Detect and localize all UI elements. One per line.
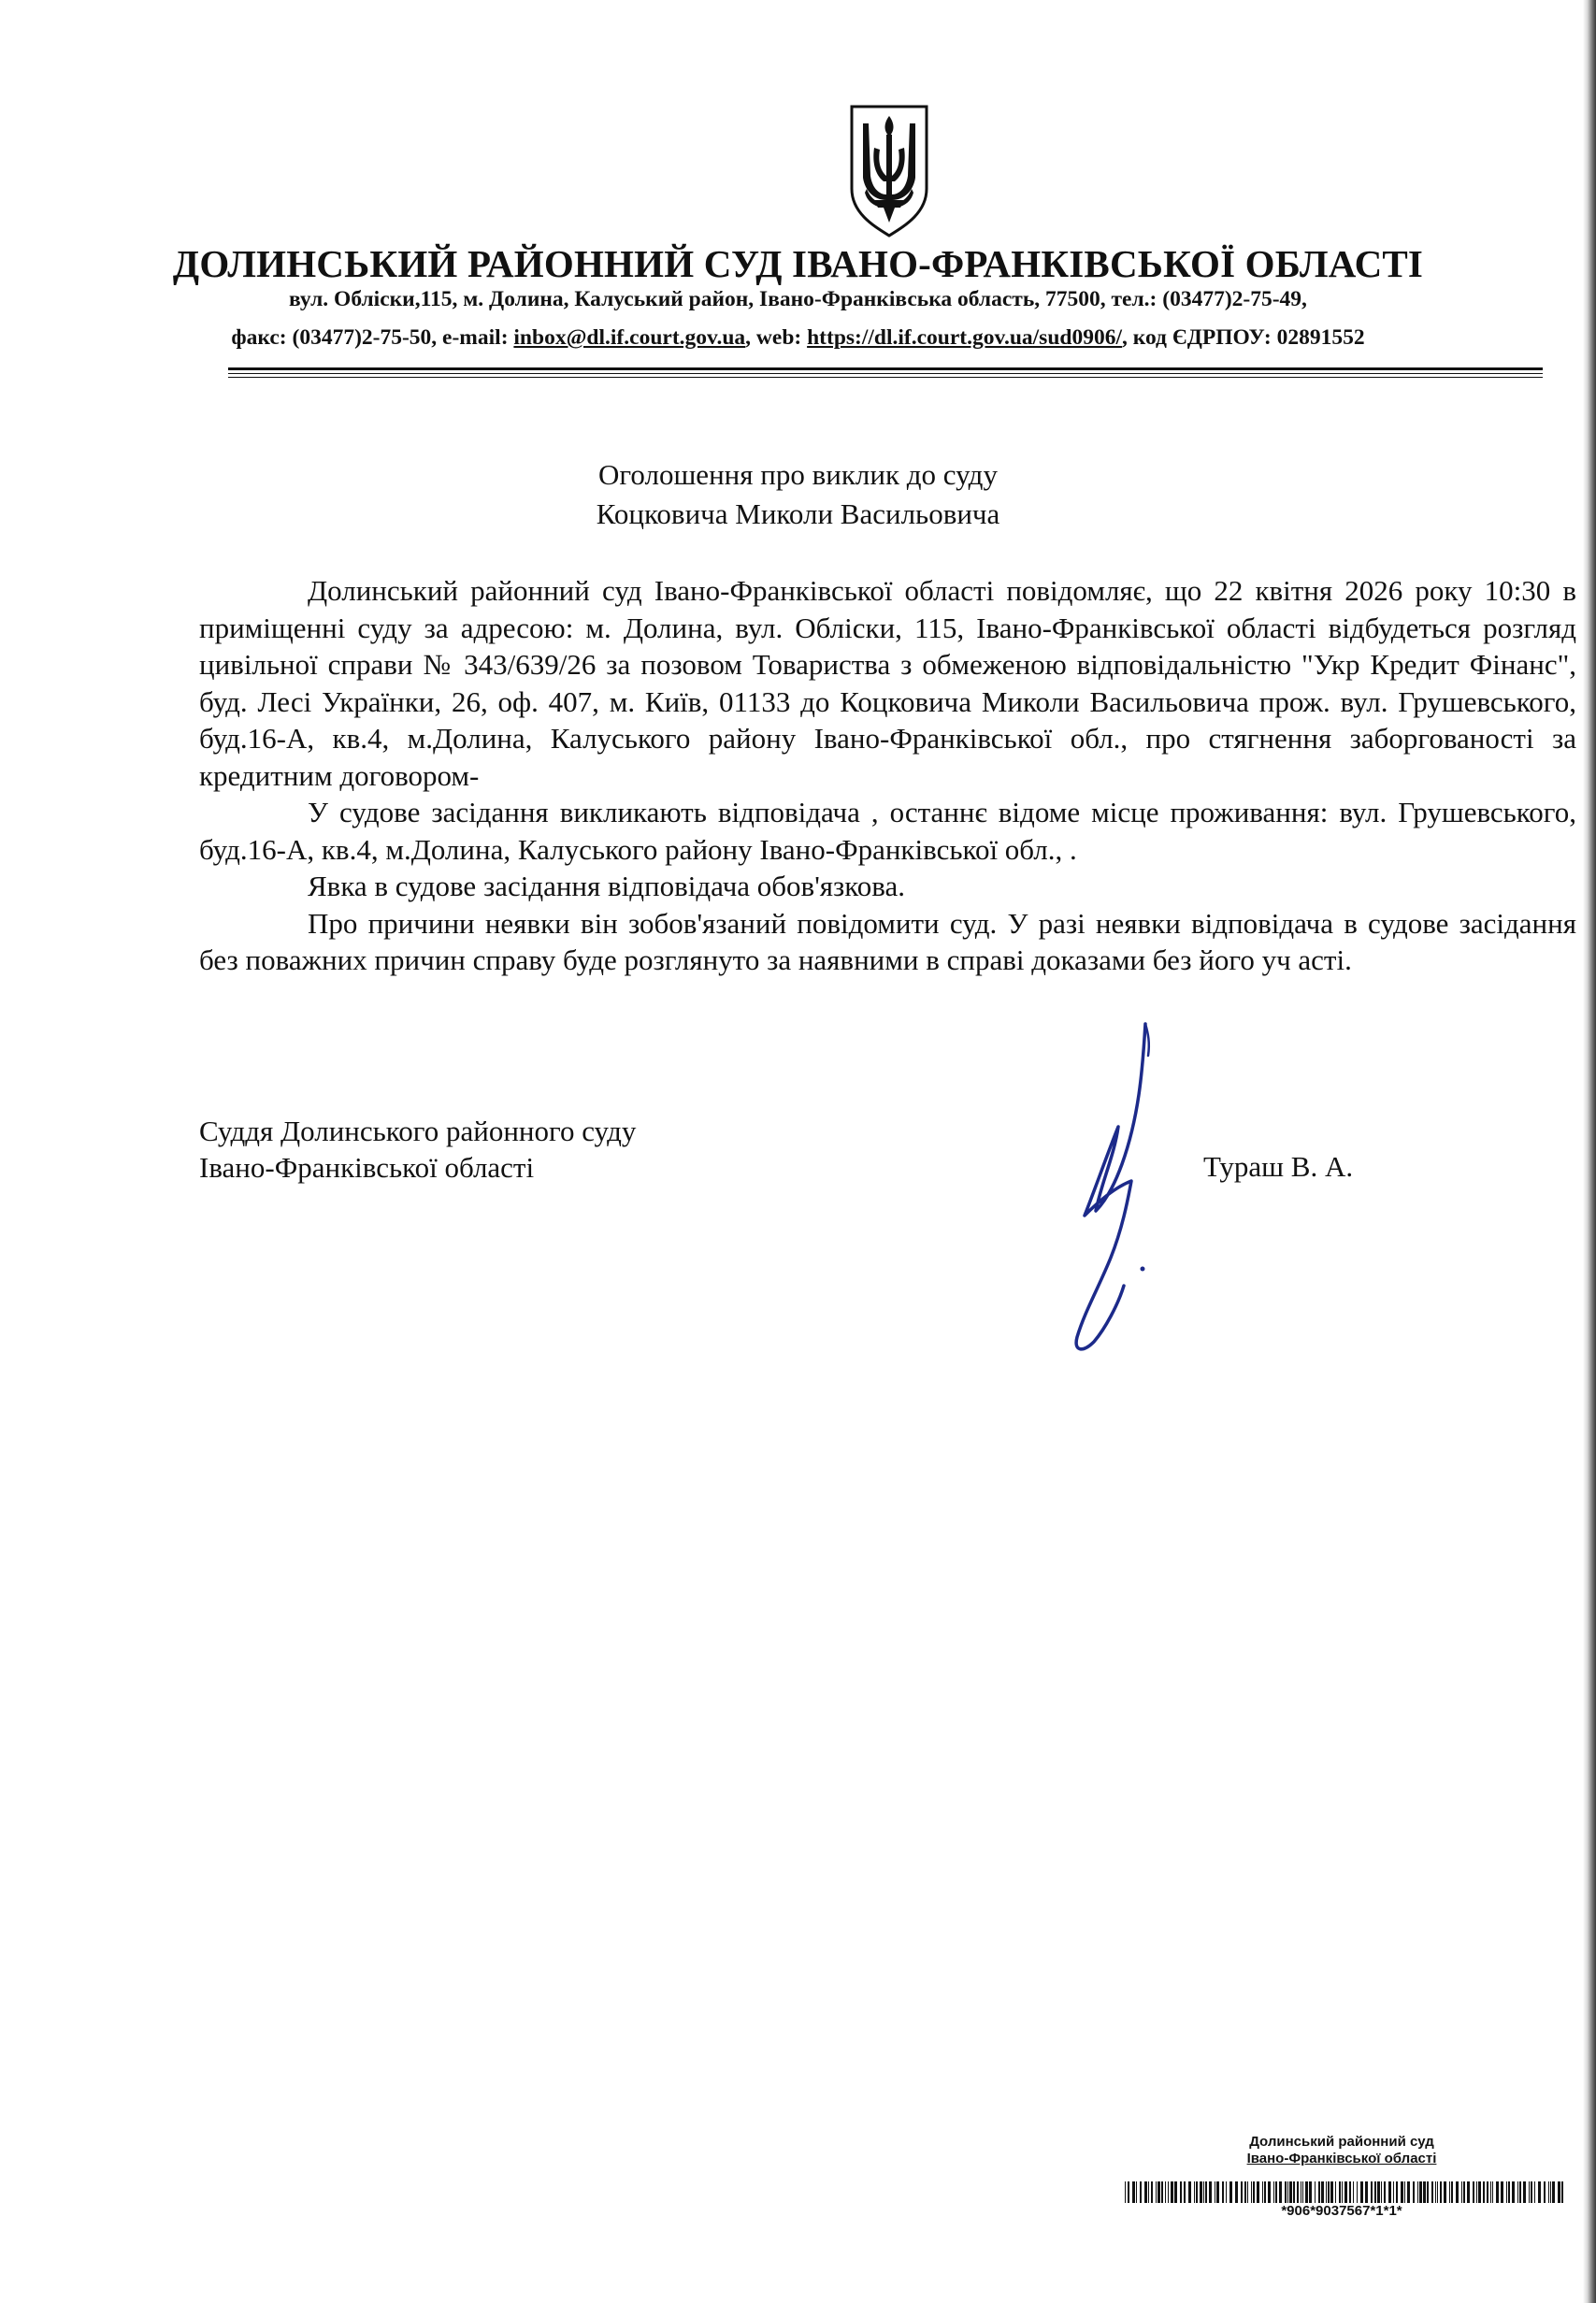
barcode-bar	[1148, 2181, 1149, 2203]
barcode-bar	[1161, 2181, 1163, 2203]
barcode-bar	[1550, 2181, 1551, 2203]
barcode-bar	[1523, 2181, 1526, 2203]
barcode-bar	[1184, 2181, 1186, 2203]
barcode-bar	[1467, 2181, 1470, 2203]
web-label: , web:	[745, 325, 808, 350]
barcode-bar	[1302, 2181, 1303, 2203]
barcode-bar	[1435, 2181, 1436, 2203]
barcode-bar	[1140, 2181, 1142, 2203]
barcode-bar	[1293, 2181, 1295, 2203]
document-subject: Коцковича Миколи Васильовича	[596, 497, 1000, 530]
barcode-bar	[1427, 2181, 1429, 2203]
barcode-bar	[1297, 2181, 1299, 2203]
barcode-bar	[1519, 2181, 1521, 2203]
stamp-line1: Долинський районний суд	[1249, 2134, 1434, 2150]
barcode-bar	[1205, 2181, 1207, 2203]
web-link[interactable]: https://dl.if.court.gov.ua/sud0906/	[807, 325, 1122, 350]
barcode-bar	[1309, 2181, 1312, 2203]
barcode-bar	[1241, 2181, 1243, 2203]
barcode-bar	[1377, 2181, 1380, 2203]
barcode-bar	[1168, 2181, 1169, 2203]
barcode-bar	[1492, 2181, 1493, 2203]
barcode-bar	[1244, 2181, 1246, 2203]
barcode-bar	[1273, 2181, 1274, 2203]
barcode-bar	[1451, 2181, 1453, 2203]
edrpou-text: , код ЄДРПОУ: 02891552	[1122, 325, 1365, 350]
barcode-bar	[1381, 2181, 1382, 2203]
barcode-bar	[1222, 2181, 1224, 2203]
barcode-bar	[1483, 2181, 1485, 2203]
barcode-bar	[1136, 2181, 1137, 2203]
barcode-bar	[1506, 2181, 1507, 2203]
barcode-bar	[1279, 2181, 1282, 2203]
barcode-bar	[1128, 2181, 1129, 2203]
barcode-bar	[1132, 2181, 1135, 2203]
barcode-bar	[1253, 2181, 1255, 2203]
barcode-bar	[1476, 2181, 1477, 2203]
barcode-bar	[1226, 2181, 1227, 2203]
barcode-bar	[1285, 2181, 1287, 2203]
barcode-bar	[1463, 2181, 1465, 2203]
barcode-bar	[1235, 2181, 1238, 2203]
barcode-bar	[1257, 2181, 1259, 2203]
judge-position	[199, 1113, 636, 1186]
barcode-bar	[1268, 2181, 1271, 2203]
judge-position-line1: Суддя Долинського районного суду	[199, 1115, 637, 1147]
barcode-bar	[1209, 2181, 1212, 2203]
barcode-bar	[1275, 2181, 1277, 2203]
barcode-bar	[1330, 2181, 1333, 2203]
barcode-bar	[1413, 2181, 1415, 2203]
email-link[interactable]: inbox@dl.if.court.gov.ua	[513, 325, 746, 350]
barcode-bar	[1353, 2181, 1354, 2203]
barcode-bar	[1335, 2181, 1336, 2203]
barcode-bar	[1388, 2181, 1391, 2203]
barcode-bar	[1490, 2181, 1491, 2203]
barcode-icon	[1125, 2181, 1564, 2203]
barcode-bar	[1444, 2181, 1446, 2203]
paragraph-hearing: Долинський районний суд Івано-Франківської області повідомляє, що 22 квітня 2026 року 10:30 в приміщенні суду за адресою: м. Долина, вул. Обліски, 115, Івано-Франківської області відбудеться розгляд цивільної справи № 343/639/26 за позовом Товариства з обмеженою відповідальністю "Укр Кредит Фінанс", буд. Лесі Українки, 26, оф. 407, м. Київ, 01133 до Коцковича Миколи Васильовича прож. вул. Грушевського, буд.16-А, кв.4, м.Долина, Калуського району Івано-Франківської обл., про стягнення заборгованості за кредитним договором-	[199, 574, 1576, 792]
barcode-bar	[1349, 2181, 1351, 2203]
barcode-bar	[1531, 2181, 1532, 2203]
barcode-bar	[1165, 2181, 1166, 2203]
barcode-bar	[1203, 2181, 1204, 2203]
barcode-bar	[1326, 2181, 1327, 2203]
court-contacts	[0, 325, 1596, 351]
paragraph-summons: У судове засідання викликають відповідача , останнє відоме місце проживання: вул. Грушевського, буд.16-А, кв.4, м.Долина, Калуського району Івано-Франківської обл., .	[199, 796, 1576, 866]
barcode-bar	[1407, 2181, 1410, 2203]
barcode-bar	[1396, 2181, 1398, 2203]
barcode-bar	[1431, 2181, 1433, 2203]
paragraph-consequences: Про причини неявки він зобов'язаний повідомити суд. У разі неявки відповідача в судове засідання без поважних причин справу буде розглянуто за наявними в справі доказами без його уч асті.	[199, 906, 1576, 976]
barcode-bar	[1251, 2181, 1252, 2203]
barcode-bar	[1328, 2181, 1330, 2203]
barcode-bar	[1456, 2181, 1459, 2203]
barcode-bar	[1544, 2181, 1546, 2203]
barcode-bar	[1188, 2181, 1191, 2203]
header-divider-thin-2	[228, 377, 1543, 378]
barcode-bar	[1357, 2181, 1358, 2203]
barcode-bar	[1196, 2181, 1198, 2203]
document-body	[199, 572, 1576, 979]
barcode-bar	[1339, 2181, 1341, 2203]
barcode-bar	[1440, 2181, 1442, 2203]
barcode-bar	[1552, 2181, 1555, 2203]
barcode-bar	[1496, 2181, 1499, 2203]
barcode-bar	[1534, 2181, 1535, 2203]
barcode-bar	[1401, 2181, 1403, 2203]
barcode-bar	[1449, 2181, 1450, 2203]
barcode-bar	[1194, 2181, 1195, 2203]
barcode-bar	[1404, 2181, 1405, 2203]
judge-name: Тураш В. А.	[1203, 1150, 1354, 1183]
barcode-bar	[1548, 2181, 1549, 2203]
barcode-bar	[1125, 2181, 1126, 2203]
barcode-bar	[1461, 2181, 1462, 2203]
barcode-bar	[1393, 2181, 1394, 2203]
barcode-bar	[1371, 2181, 1373, 2203]
header-divider-thick	[228, 367, 1543, 370]
court-name: ДОЛИНСЬКИЙ РАЙОННИЙ СУД ІВАНО-ФРАНКІВСЬКОЇ ОБЛАСТІ	[172, 242, 1424, 285]
barcode-bar	[1287, 2181, 1288, 2203]
barcode-bar	[1174, 2181, 1177, 2203]
stamp-line2: Івано-Франківської області	[1246, 2151, 1437, 2166]
handwritten-signature-icon	[1057, 1015, 1225, 1370]
barcode-bar	[1157, 2181, 1160, 2203]
barcode-bar	[1517, 2181, 1518, 2203]
barcode-bar	[1529, 2181, 1530, 2203]
barcode-bar	[1538, 2181, 1541, 2203]
barcode-bar	[1180, 2181, 1182, 2203]
barcode-bar	[1171, 2181, 1173, 2203]
barcode-bar	[1144, 2181, 1147, 2203]
barcode-bar	[1229, 2181, 1232, 2203]
barcode-bar	[1384, 2181, 1386, 2203]
barcode-bar	[1264, 2181, 1266, 2203]
barcode-bar	[1262, 2181, 1263, 2203]
barcode-bar	[1216, 2181, 1219, 2203]
barcode-bar	[1419, 2181, 1422, 2203]
barcode-number: *906*9037567*1*1*	[1281, 2203, 1402, 2219]
barcode-bar	[1561, 2181, 1563, 2203]
barcode-bar	[1508, 2181, 1510, 2203]
barcode-bar	[1417, 2181, 1418, 2203]
barcode-bar	[1360, 2181, 1363, 2203]
barcode-bar	[1512, 2181, 1515, 2203]
barcode-bar	[1200, 2181, 1202, 2203]
barcode-bar	[1558, 2181, 1560, 2203]
barcode-bar	[1437, 2181, 1438, 2203]
header-divider-thin	[228, 373, 1543, 374]
barcode-bar	[1315, 2181, 1316, 2203]
barcode-bar	[1501, 2181, 1503, 2203]
trident-icon	[846, 103, 932, 238]
document-title: Оголошення про виклик до суду	[598, 458, 998, 491]
barcode-bar	[1478, 2181, 1481, 2203]
fax-text: факс: (03477)2-75-50, e-mail:	[231, 325, 514, 350]
barcode-bar	[1321, 2181, 1324, 2203]
barcode-bar	[1342, 2181, 1343, 2203]
barcode-bar	[1344, 2181, 1347, 2203]
barcode-bar	[1289, 2181, 1292, 2203]
paragraph-attendance: Явка в судове засідання відповідача обов'язкова.	[308, 870, 906, 902]
registry-stamp	[1117, 2134, 1566, 2167]
judge-position-line2: Івано-Франківської області	[199, 1151, 535, 1184]
barcode-bar	[1487, 2181, 1488, 2203]
barcode-bar	[1151, 2181, 1153, 2203]
court-address: вул. Обліски,115, м. Долина, Калуський район, Івано-Франківська область, 77500, тел.: (03477)2-75-49,	[289, 287, 1307, 311]
barcode-bar	[1473, 2181, 1474, 2203]
barcode-bar	[1318, 2181, 1320, 2203]
barcode-bar	[1247, 2181, 1248, 2203]
barcode-bar	[1156, 2181, 1157, 2203]
barcode-bar	[1305, 2181, 1308, 2203]
barcode-bar	[1365, 2181, 1368, 2203]
barcode-bar	[1374, 2181, 1376, 2203]
barcode-bar	[1423, 2181, 1426, 2203]
